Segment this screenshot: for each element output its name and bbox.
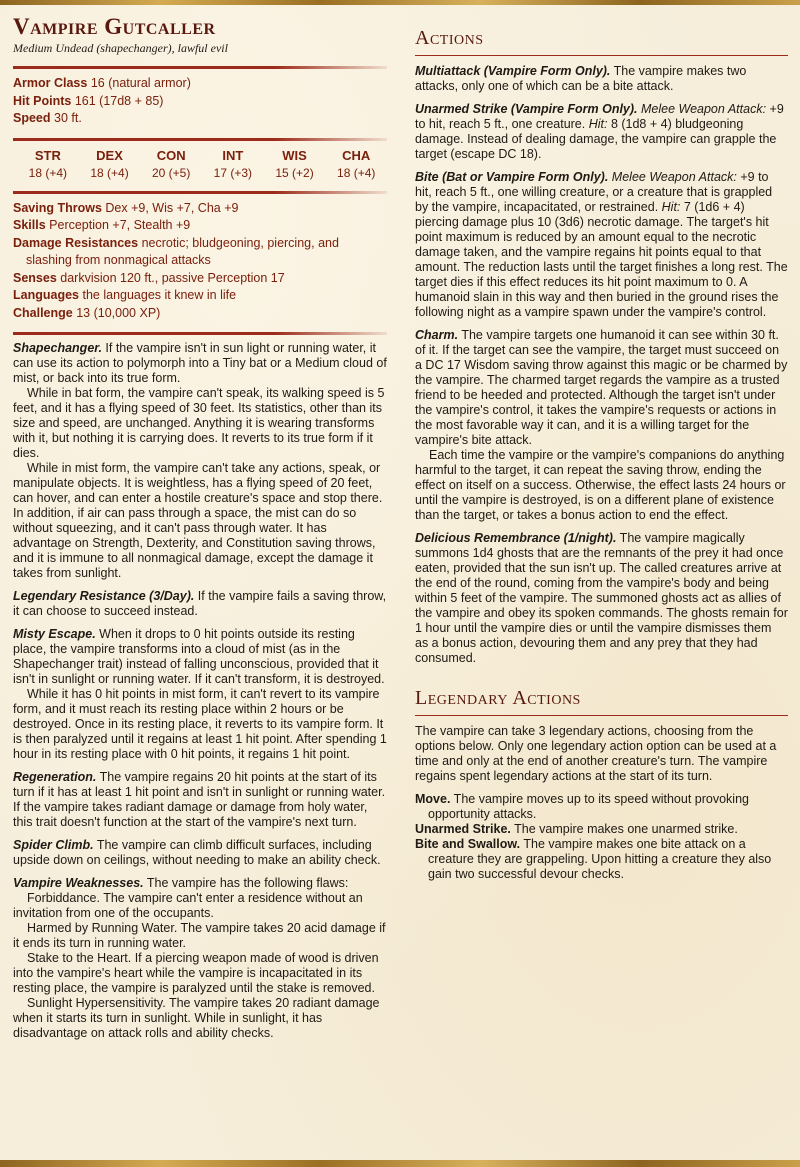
skills xyxy=(13,217,387,235)
trait-title: Shapechanger. xyxy=(13,341,102,355)
damage-resistances-value: necrotic; bludgeoning, piercing, and slashing from nonmagical attacks xyxy=(26,235,339,267)
action-text: The vampire targets one humanoid it can see within 30 ft. of it. If the target can see the vampire, the target must succeed on a DC 17 Wisdom saving throw against this magic or be charmed by the vampire. The charmed target regards the vampire as a trusted friend to be heeded and protected. Although the target isn't under the vampire's control, it takes the vampire's requests or actions in the most favorable way it can, and it is a willing target for the vampire's bite attack. xyxy=(415,328,788,447)
trait-spider-climb xyxy=(13,838,387,868)
legendary-intro: The vampire can take 3 legendary actions, choosing from the options below. Only one legendary action option can be used at a time and only at the end of another creature's turn. The vampire regains spent legendary actions at the start of its turn. xyxy=(415,724,777,783)
action-charm xyxy=(415,328,788,448)
trait-text: While in bat form, the vampire can't speak, its walking speed is 5 feet, and it has a flying speed of 30 feet. Its statistics, other than its size and speed, are unchanged. Anything it is wearing transforms with it, but nothing it is carrying does. It reverts to its true form if it dies. xyxy=(13,386,385,460)
trait-misty-escape xyxy=(13,627,387,687)
action-text: The vampire magically summons 1d4 ghosts that are the remnants of the prey it had once eaten, provided that the sun isn't up. The called creatures arrive at the end of the round, coming from the vampire's body and being within 5 feet of the vampire. The summoned ghosts act as allies of the vampire and obey its spoken commands. The ghosts remain for 1 hour until the vampire dies or until the vampire dismisses them as a bonus action, devouring them and any prey that they had consumed. xyxy=(415,531,788,665)
action-text: Each time the vampire or the vampire's companions do anything harmful to the target, it can repeat the saving throw, ending the effect on itself on a success. Otherwise, the effect lasts 24 hours or until the vampire is destroyed, is on a different plane of existence than the target, or takes a bonus action to end the effect. xyxy=(415,448,786,522)
action-unarmed-strike xyxy=(415,102,788,162)
legendary-item-text: The vampire moves up to its speed without provoking opportunity attacks. xyxy=(428,792,749,821)
action-title: Unarmed Strike (Vampire Form Only). xyxy=(415,102,638,116)
action-text: 7 (1d6 + 4) piercing damage plus 10 (3d6) necrotic damage. The target's hit point maximum is reduced by an amount equal to the necrotic damage taken, and the vampire regains hit points equal to that amount. The reduction lasts until the target finishes a long rest. The target dies if this effect reduces its hit point maximum to 0. A humanoid slain in this way and then buried in the ground rises the following night as a vampire spawn under the vampire's control. xyxy=(415,200,788,319)
ability-int xyxy=(202,147,264,181)
actions-column xyxy=(415,14,788,882)
action-text: +9 to hit, reach 5 ft., one willing creature, or a creature that is grappled by the vampire, incapacitated, or restrained. xyxy=(415,170,773,214)
senses-value: darkvision 120 ft., passive Perception 17 xyxy=(60,270,285,285)
ability-name: INT xyxy=(222,147,244,163)
speed-label: Speed xyxy=(13,111,51,125)
attack-type: Melee Weapon Attack: xyxy=(608,170,737,184)
heading-rule xyxy=(415,715,788,716)
ability-score: 18 (+4) xyxy=(337,165,376,180)
damage-resistances xyxy=(13,235,387,270)
divider xyxy=(13,332,387,335)
speed-value: 30 ft. xyxy=(54,111,82,125)
weakness-item: Harmed by Running Water. The vampire takes 20 acid damage if it ends its turn in running water. xyxy=(13,921,386,950)
ability-scores xyxy=(17,147,387,181)
ability-name: WIS xyxy=(282,147,307,163)
divider xyxy=(13,138,387,141)
ability-dex xyxy=(79,147,141,181)
trait-shapechanger xyxy=(13,341,387,386)
challenge-value: 13 (10,000 XP) xyxy=(76,305,161,320)
trait-text: While in mist form, the vampire can't take any actions, speak, or manipulate objects. It is weightless, has a flying speed of 20 feet, can hover, and can enter a hostile creature's space and stop there. In addition, if air can pass through a space, the mist can do so without squeezing, and it can't pass through water. It has advantage on Strength, Dexterity, and Constitution saving throws, and it is immune to all nonmagical damage, except the damage it takes from sunlight. xyxy=(13,461,383,580)
senses-label: Senses xyxy=(13,270,57,285)
trait-text: The vampire can climb difficult surfaces, including upside down on ceilings, without needing to make an ability check. xyxy=(13,838,381,867)
actions-heading: Actions xyxy=(415,27,484,49)
ability-score: 20 (+5) xyxy=(152,165,191,180)
ability-score: 15 (+2) xyxy=(275,165,314,180)
trait-vampire-weaknesses xyxy=(13,876,387,891)
ability-score: 18 (+4) xyxy=(90,165,129,180)
damage-resistances-label: Damage Resistances xyxy=(13,235,139,250)
weakness-item: Stake to the Heart. If a piercing weapon made of wood is driven into the vampire's heart while the vampire is incapacitated in its resting place, the vampire is paralyzed until the stake is removed. xyxy=(13,951,379,995)
weakness-item: Forbiddance. The vampire can't enter a residence without an invitation from one of the occupants. xyxy=(13,891,363,920)
trait-text: If the vampire isn't in sun light or running water, it can use its action to polymorph into a Tiny bat or a Medium cloud of mist, or back into its true form. xyxy=(13,341,387,385)
legendary-item-bite-and-swallow xyxy=(415,837,788,882)
action-multiattack xyxy=(415,64,788,94)
legendary-item-move xyxy=(415,792,788,822)
trait-title: Misty Escape. xyxy=(13,627,96,641)
action-text: 8 (1d8 + 4) bludgeoning damage. Instead of dealing damage, the vampire can grapple the target (escape DC 18). xyxy=(415,117,777,161)
ability-con xyxy=(140,147,202,181)
skills-value: Perception +7, Stealth +9 xyxy=(49,218,191,232)
ability-name: STR xyxy=(34,147,61,163)
legendary-item-name: Bite and Swallow. xyxy=(415,837,521,851)
skills-label: Skills xyxy=(13,218,46,232)
legendary-actions-heading: Legendary Actions xyxy=(415,687,581,709)
legendary-item-text: The vampire makes one bite attack on a creature they are grappeling. Upon hitting a creature they also gain two successful devour checks. xyxy=(428,837,772,881)
action-title: Bite (Bat or Vampire Form Only). xyxy=(415,170,609,184)
attack-type: Melee Weapon Attack: xyxy=(637,102,767,116)
action-delicious-remembrance xyxy=(415,531,788,666)
armor-class-value: 16 (natural armor) xyxy=(90,76,191,90)
action-bite xyxy=(415,170,788,320)
divider xyxy=(13,191,387,194)
trait-text: The vampire regains 20 hit points at the start of its turn if it has at least 1 hit point and isn't in sunlight or running water. If the vampire takes radiant damage or damage from holy water, this trait doesn't function at the start of the vampire's next turn. xyxy=(13,770,386,829)
armor-class-label: Armor Class xyxy=(13,76,88,90)
action-text: The vampire makes two attacks, only one of which can be a bite attack. xyxy=(415,64,747,93)
ability-name: CON xyxy=(156,147,186,163)
hit-label: Hit: xyxy=(661,200,681,214)
top-border xyxy=(0,0,800,5)
saving-throws xyxy=(13,200,387,218)
stat-block xyxy=(13,14,387,1041)
hit-points-value: 161 (17d8 + 85) xyxy=(74,93,164,108)
legendary-item-name: Unarmed Strike. xyxy=(415,822,511,836)
action-text: +9 to hit, reach 5 ft., one creature. xyxy=(415,102,784,131)
monster-meta: Medium Undead (shapechanger), lawful evil xyxy=(13,41,228,55)
armor-class xyxy=(13,75,387,93)
trait-legendary-resistance xyxy=(13,589,387,619)
trait-title: Legendary Resistance (3/Day). xyxy=(13,589,195,603)
trait-text: While it has 0 hit points in mist form, it can't revert to its vampire form, and it must reach its resting place within 2 hours or be destroyed. Once in its resting place, it reverts to its vampire form. It is then paralyzed until it regains at least 1 hit point. After spending 1 hour in its resting place with 0 hit points, it regains 1 hit point. xyxy=(13,687,387,761)
divider xyxy=(13,66,387,69)
ability-name: DEX xyxy=(96,147,123,163)
ability-str xyxy=(17,147,79,181)
challenge-label: Challenge xyxy=(13,305,73,320)
trait-title: Regeneration. xyxy=(13,770,97,784)
ability-wis xyxy=(264,147,326,181)
trait-text: If the vampire fails a saving throw, it can choose to succeed instead. xyxy=(13,589,387,618)
ability-name: CHA xyxy=(342,147,371,163)
challenge xyxy=(13,305,387,323)
languages-label: Languages xyxy=(13,288,79,302)
hit-label: Hit: xyxy=(588,117,608,131)
weakness-item: Sunlight Hypersensitivity. The vampire takes 20 radiant damage when it starts its turn in sunlight. While in sunlight, it has disadvantage on attack rolls and ability checks. xyxy=(13,996,380,1040)
trait-text: The vampire has the following flaws: xyxy=(143,876,349,890)
ability-score: 17 (+3) xyxy=(213,165,253,180)
hit-points-label: Hit Points xyxy=(13,93,72,108)
heading-rule xyxy=(415,55,788,56)
action-title: Delicious Remembrance (1/night). xyxy=(415,531,617,545)
saving-throws-label: Saving Throws xyxy=(13,200,102,215)
legendary-item-name: Move. xyxy=(415,792,451,806)
trait-text: When it drops to 0 hit points outside its resting place, the vampire transforms into a cloud of mist (as in the Shapechanger trait) instead of falling unconscious, provided that it isn't in sunlight or running water. If it can't transform, it is destroyed. xyxy=(13,627,385,686)
languages xyxy=(13,287,387,305)
properties xyxy=(13,200,387,323)
ability-cha xyxy=(325,147,387,181)
senses xyxy=(13,270,387,288)
languages-value: the languages it knew in life xyxy=(82,288,237,302)
trait-title: Vampire Weaknesses. xyxy=(13,876,144,890)
speed xyxy=(13,110,387,128)
legendary-item-unarmed-strike xyxy=(415,822,788,837)
trait-regeneration xyxy=(13,770,387,830)
hit-points xyxy=(13,93,387,111)
monster-name: Vampire Gutcaller xyxy=(13,14,216,39)
trait-title: Spider Climb. xyxy=(13,838,94,852)
action-title: Charm. xyxy=(415,328,459,342)
saving-throws-value: Dex +9, Wis +7, Cha +9 xyxy=(105,200,239,215)
action-title: Multiattack (Vampire Form Only). xyxy=(415,64,611,78)
bottom-border xyxy=(0,1160,800,1167)
legendary-item-text: The vampire makes one unarmed strike. xyxy=(510,822,738,836)
ability-score: 18 (+4) xyxy=(28,165,68,180)
